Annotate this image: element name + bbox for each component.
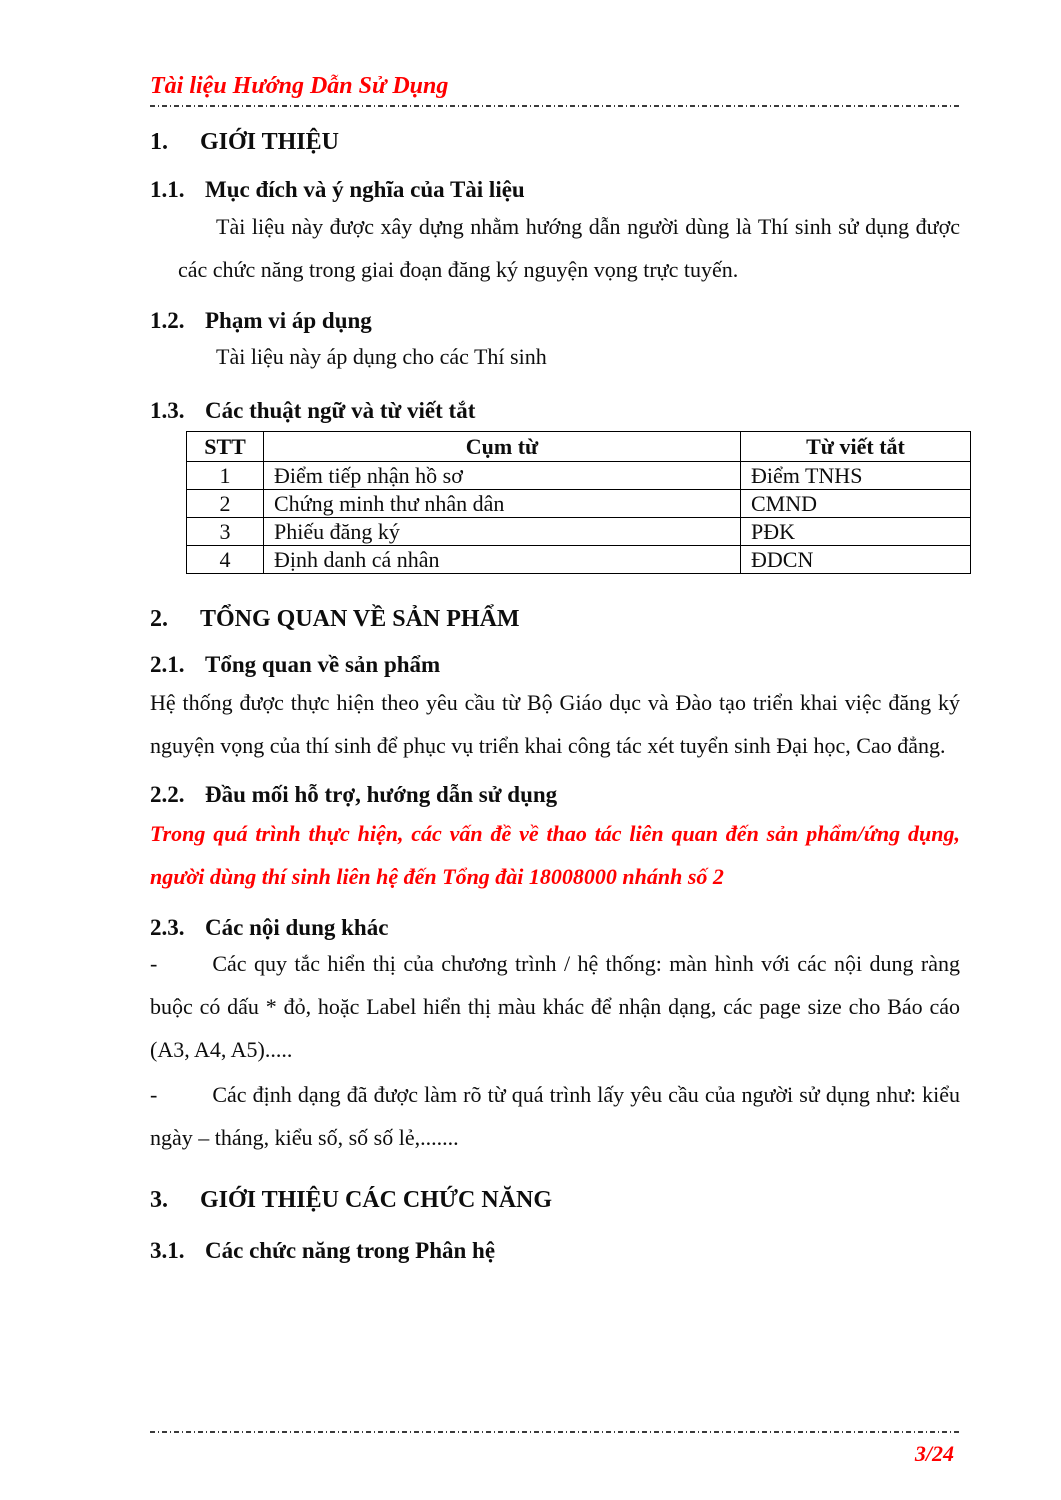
section-3-1-number: 3.1.: [150, 1238, 185, 1263]
bullet-dash: -: [150, 951, 158, 976]
table-cell: Điểm tiếp nhận hồ sơ: [264, 462, 741, 490]
table-cell: Chứng minh thư nhân dân: [264, 490, 741, 518]
section-1-number: 1.: [150, 129, 168, 155]
table-cell: 1: [187, 462, 264, 490]
section-2-3-heading: [150, 914, 960, 941]
section-2-2-heading: [150, 781, 960, 808]
section-3-title: GIỚI THIỆU CÁC CHỨC NĂNG: [200, 1187, 553, 1213]
table-cell: ĐDCN: [741, 546, 971, 574]
doc-header-title: Tài liệu Hướng Dẫn Sử Dụng: [150, 73, 449, 99]
table-cell: PĐK: [741, 518, 971, 546]
bullet-paragraph: [150, 1073, 960, 1159]
table-cell: 2: [187, 490, 264, 518]
section-2-3-title: Các nội dung khác: [205, 915, 389, 940]
table-header-stt: STT: [187, 432, 264, 462]
support-hotline-notice: Trong quá trình thực hiện, các vấn đề về thao tác liên quan đến sản phẩm/ứng dụng, người dùng thí sinh liên hệ đến Tổng đài 18008000 nhánh số 2: [150, 821, 960, 889]
section-3-number: 3.: [150, 1187, 168, 1213]
table-row: [187, 546, 971, 574]
section-1-2-heading: [150, 307, 960, 334]
section-2-title: TỔNG QUAN VỀ SẢN PHẨM: [200, 606, 520, 632]
section-2-1-number: 2.1.: [150, 652, 185, 677]
table-header-row: [187, 432, 971, 462]
section-2-1-title: Tổng quan về sản phẩm: [205, 652, 441, 677]
section-1-title: GIỚI THIỆU: [200, 129, 339, 155]
header-divider: [150, 105, 960, 107]
section-1-2-paragraph: Tài liệu này áp dụng cho các Thí sinh: [216, 344, 547, 369]
page-number: 3/24: [914, 1441, 954, 1466]
table-cell: 3: [187, 518, 264, 546]
table-row: [187, 518, 971, 546]
section-3-1-heading: [150, 1237, 960, 1264]
bullet-text: Các quy tắc hiển thị của chương trình / hệ thống: màn hình với các nội dung ràng buộc có dấu * đỏ, hoặc Label hiển thị màu khác để nhận dạng, các page size cho Báo cáo (A3, A4, A5).....: [150, 951, 960, 1062]
bullet-dash: -: [150, 1082, 158, 1107]
section-1-heading: [150, 129, 960, 156]
section-1-3-title: Các thuật ngữ và từ viết tắt: [205, 398, 476, 423]
section-2-heading: [150, 606, 960, 633]
section-1-2-title: Phạm vi áp dụng: [205, 308, 372, 333]
section-1-3-number: 1.3.: [150, 398, 185, 423]
table-cell: CMND: [741, 490, 971, 518]
section-1-1-number: 1.1.: [150, 177, 185, 202]
section-2-1-paragraph: Hệ thống được thực hiện theo yêu cầu từ Bộ Giáo dục và Đào tạo triển khai việc đăng ký nguyện vọng của thí sinh để phục vụ triển khai công tác xét tuyển sinh Đại học, Cao đẳng.: [150, 690, 960, 758]
table-cell: Phiếu đăng ký: [264, 518, 741, 546]
table-cell: Điểm TNHS: [741, 462, 971, 490]
section-1-1-title: Mục đích và ý nghĩa của Tài liệu: [205, 177, 525, 202]
section-2-1-heading: [150, 651, 960, 678]
section-1-1-heading: [150, 176, 960, 203]
table-row: [187, 462, 971, 490]
bullet-paragraph: [150, 942, 960, 1071]
section-2-3-number: 2.3.: [150, 915, 185, 940]
section-3-heading: [150, 1187, 960, 1214]
footer-divider: [150, 1431, 960, 1433]
section-2-2-number: 2.2.: [150, 782, 185, 807]
table-cell: 4: [187, 546, 264, 574]
table-row: [187, 490, 971, 518]
table-cell: Định danh cá nhân: [264, 546, 741, 574]
section-1-3-heading: [150, 397, 960, 424]
table-header-phrase: Cụm từ: [264, 432, 741, 462]
section-3-1-title: Các chức năng trong Phân hệ: [205, 1238, 496, 1263]
section-2-2-title: Đầu mối hỗ trợ, hướng dẫn sử dụng: [205, 782, 558, 807]
section-1-2-number: 1.2.: [150, 308, 185, 333]
bullet-text: Các định dạng đã được làm rõ từ quá trình lấy yêu cầu của người sử dụng như: kiểu ngày – tháng, kiểu số, số số lẻ,.......: [150, 1082, 960, 1150]
section-2-number: 2.: [150, 606, 168, 632]
table-header-abbr: Từ viết tắt: [741, 432, 971, 462]
section-1-1-paragraph: Tài liệu này được xây dựng nhằm hướng dẫn người dùng là Thí sinh sử dụng được các chức năng trong giai đoạn đăng ký nguyện vọng trực tuyến.: [178, 214, 960, 282]
abbreviations-table: [186, 431, 971, 574]
